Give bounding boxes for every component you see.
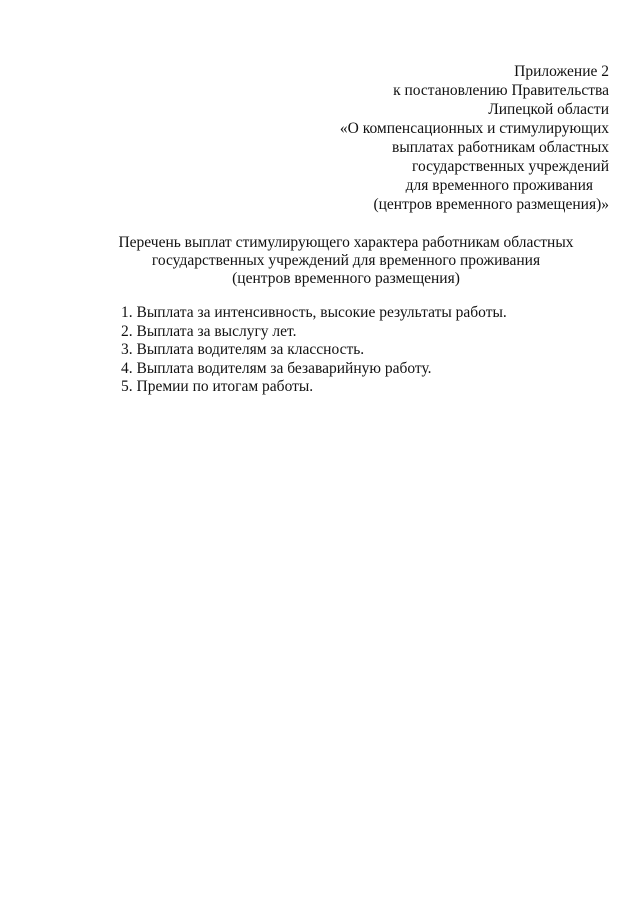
list-item: 5. Премии по итогам работы. [121,378,314,395]
list-item: 2. Выплата за выслугу лет. [121,322,297,340]
list-item: 3. Выплата водителям за классность. [121,341,365,358]
title-line-1: Перечень выплат стимулирующего характера работникам областных [118,234,574,251]
appendix-resolution-title-3: государственных учреждений [412,158,609,175]
appendix-resolution-title-4: для временного проживания [405,177,593,194]
payments-list [121,304,507,397]
appendix-resolution-title-5: (центров временного размещения)» [373,196,609,213]
list-item: 1. Выплата за интенсивность, высокие результаты работы. [121,304,507,321]
list-item: 4. Выплата водителям за безаварийную работу. [121,359,432,377]
appendix-header [289,62,609,214]
appendix-resolution-title-1: «О компенсационных и стимулирующих [339,120,609,137]
title-line-2: государственных учреждений для временного проживания [151,252,541,269]
appendix-resolution-ref: к постановлению Правительства [393,82,609,99]
appendix-number: Приложение 2 [514,63,609,80]
document-title [100,234,592,288]
appendix-region: Липецкой области [488,101,609,118]
title-line-3: (центров временного размещения) [232,270,460,287]
appendix-resolution-title-2: выплатах работникам областных [392,139,609,156]
